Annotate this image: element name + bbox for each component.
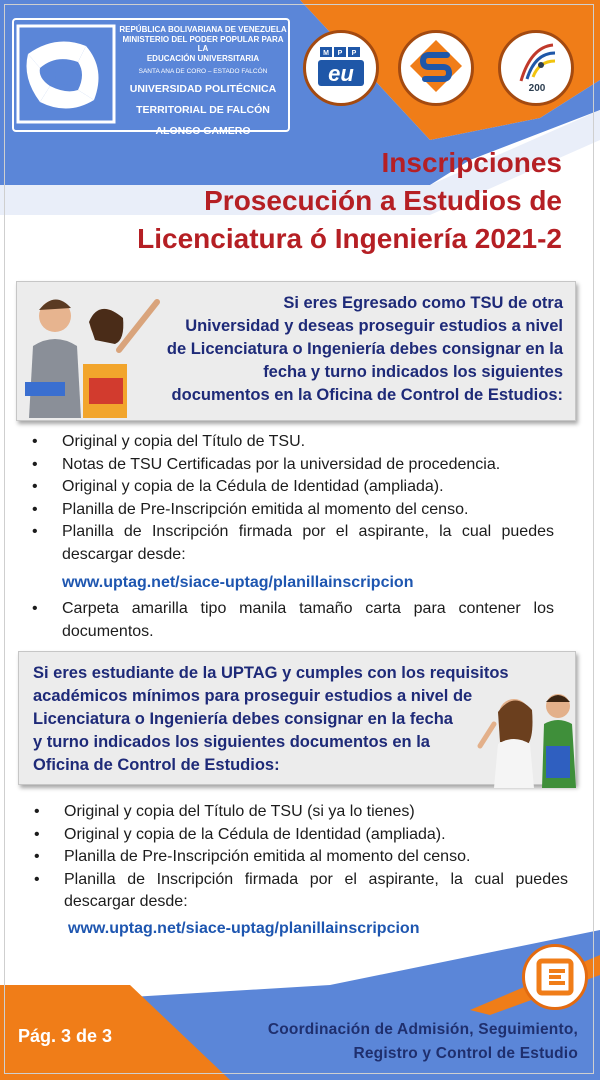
intro-line: documentos en la Oficina de Control de Estudios:	[171, 386, 563, 404]
svg-text:M: M	[323, 50, 329, 57]
header-text	[118, 25, 288, 138]
intro-line: académicos mínimos para proseguir estudios a nivel de	[33, 687, 473, 705]
section2-intro-text	[33, 662, 509, 777]
bullet-icon: •	[34, 848, 40, 866]
center-logo-icon	[398, 30, 474, 106]
bullet-icon: •	[32, 455, 38, 473]
footer-logo-icon	[522, 944, 588, 1010]
bullet-icon: •	[32, 433, 38, 450]
institution-line: REPÚBLICA BOLIVARIANA DE VENEZUELA	[119, 25, 287, 34]
mppeu-logo-icon	[303, 30, 379, 106]
intro-line: Licenciatura o Ingeniería debes consignar en la fecha	[33, 710, 453, 728]
list-item: • Planilla de Inscripción firmada por el aspirante, la cual puedes descargar desde:	[34, 870, 568, 911]
bullet-icon: •	[34, 870, 40, 888]
page-title-line2: Prosecución a Estudios de	[204, 185, 562, 216]
university-line: ALONSO GAMERO	[155, 125, 251, 137]
section1-intro-box	[16, 281, 576, 421]
university-line: TERRITORIAL DE FALCÓN	[136, 104, 270, 116]
list-item: • Planilla de Inscripción firmada por el aspirante, la cual puedes descargar desde:	[32, 523, 554, 563]
page-indicator: Pág. 3 de 3	[18, 1026, 113, 1046]
list-item: • Planilla de Pre-Inscripción emitida al momento del censo.	[32, 499, 554, 522]
list-item: • Planilla de Pre-Inscripción emitida al momento del censo.	[34, 846, 568, 869]
intro-line: de Licenciatura o Ingeniería debes consignar en la	[166, 340, 563, 358]
list-item: • Original y copia del Título de TSU.	[32, 431, 554, 454]
list-item: • Original y copia de la Cédula de Identidad (ampliada).	[32, 476, 554, 499]
bicentennial-logo-icon	[498, 30, 574, 106]
institution-line: MINISTERIO DEL PODER POPULAR PARA LA	[122, 34, 284, 53]
students-illustration-icon	[19, 284, 169, 418]
intro-line: Si eres Egresado como TSU de otra	[283, 294, 563, 312]
university-line: UNIVERSIDAD POLITÉCNICA	[129, 83, 277, 95]
intro-line: fecha y turno indicados los siguientes	[263, 363, 563, 381]
intro-line: Oficina de Control de Estudios:	[33, 756, 280, 774]
uptag-logo-icon	[16, 24, 116, 124]
list-item: • Carpeta amarilla tipo manila tamaño carta para contener los documentos.	[32, 600, 554, 640]
svg-text:P: P	[351, 50, 357, 57]
bullet-icon: •	[32, 500, 38, 518]
section1-intro-text	[167, 292, 563, 407]
section1-requirements-list	[32, 431, 554, 567]
list-item: • Notas de TSU Certificadas por la universidad de procedencia.	[32, 454, 554, 477]
page-title-line3: Licenciatura ó Ingeniería 2021-2	[137, 223, 562, 254]
coordination-line: Registro y Control de Estudio	[353, 1045, 578, 1062]
bullet-icon: •	[32, 523, 38, 541]
location-line: SANTA ANA DE CORO – ESTADO FALCÓN	[138, 68, 268, 75]
svg-text:P: P	[337, 50, 343, 57]
bicentennial-text: 200	[528, 83, 546, 94]
page-title-line1: Inscripciones	[381, 147, 562, 178]
intro-line: Universidad y deseas proseguir estudios a nivel	[185, 317, 563, 335]
mppeu-logo-text: eu	[328, 61, 354, 86]
bullet-icon: •	[34, 803, 40, 820]
intro-line: Si eres estudiante de la UPTAG y cumples con los requisitos	[33, 664, 509, 682]
institution-line: EDUCACIÓN UNIVERSITARIA	[146, 53, 260, 63]
download-link-1[interactable]: www.uptag.net/siace-uptag/planillainscripcion	[62, 574, 414, 591]
list-item: • Original y copia de la Cédula de Identidad (ampliada).	[34, 824, 568, 847]
coordination-text	[268, 1018, 578, 1066]
bullet-icon: •	[32, 600, 38, 617]
students-illustration-2-icon	[472, 684, 582, 788]
download-link-2[interactable]: www.uptag.net/siace-uptag/planillainscripcion	[68, 920, 420, 937]
section2-requirements-list	[34, 801, 568, 914]
coordination-line: Coordinación de Admisión, Seguimiento,	[267, 1021, 578, 1038]
section1-requirements-list-cont	[32, 598, 554, 643]
intro-line: y turno indicados los siguientes documentos en la	[33, 733, 430, 751]
bullet-icon: •	[32, 478, 38, 496]
list-item: • Original y copia del Título de TSU (si ya lo tienes)	[34, 801, 568, 824]
bullet-icon: •	[34, 825, 40, 843]
